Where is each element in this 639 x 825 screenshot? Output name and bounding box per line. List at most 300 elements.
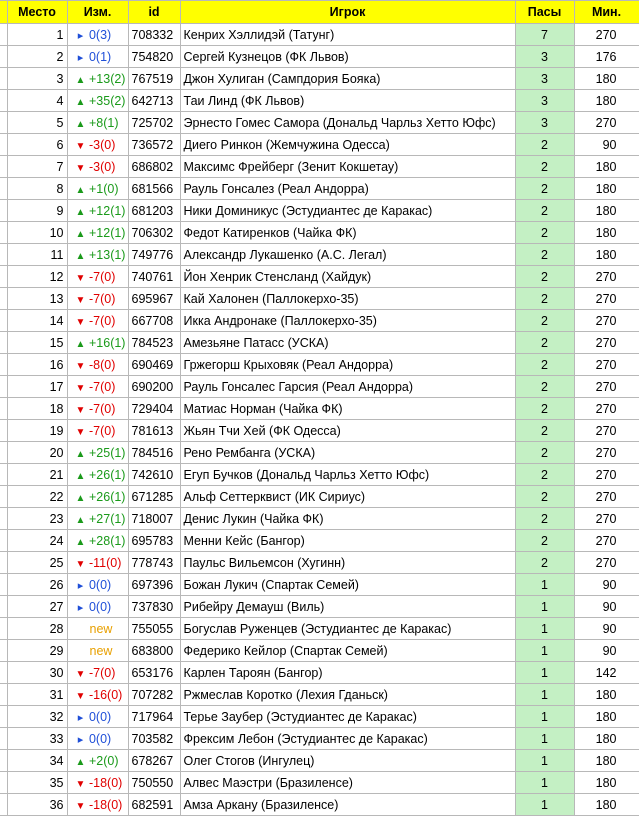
change-value: new — [89, 643, 113, 658]
cell-passes[interactable]: 7 — [515, 24, 574, 46]
cell-place[interactable]: 15 — [7, 332, 67, 354]
arrow-right-icon: ▸ — [77, 51, 84, 64]
cell-mins[interactable]: 270 — [574, 354, 639, 376]
cell-place[interactable]: 25 — [7, 552, 67, 574]
cell-passes[interactable]: 2 — [515, 508, 574, 530]
triangle-up-icon: ▲ — [75, 96, 86, 108]
cell-id[interactable]: 707282 — [128, 684, 180, 706]
table-row — [0, 178, 639, 200]
triangle-down-icon: ▼ — [75, 778, 86, 790]
cell-player[interactable]: Рауль Гонсалез (Реал Андорра) — [180, 178, 515, 200]
cell-place[interactable]: 13 — [7, 288, 67, 310]
cell-place[interactable]: 32 — [7, 706, 67, 728]
cell-place[interactable]: 19 — [7, 420, 67, 442]
cell-change[interactable] — [67, 200, 128, 222]
cell-player[interactable]: Ники Доминикус (Эстудиантес де Каракас) — [180, 200, 515, 222]
cell-change[interactable] — [67, 178, 128, 200]
cell-id[interactable]: 706302 — [128, 222, 180, 244]
cell-player[interactable]: Менни Кейс (Бангор) — [180, 530, 515, 552]
change-value: -18(0) — [88, 775, 123, 790]
triangle-up-icon: ▲ — [75, 206, 86, 218]
cell-player[interactable]: Богуслав Руженцев (Эстудиантес де Каракас) — [180, 618, 515, 640]
cell-player[interactable]: Диего Ринкон (Жемчужина Одесса) — [180, 134, 515, 156]
cell-place[interactable]: 8 — [7, 178, 67, 200]
cell-change[interactable] — [67, 442, 128, 464]
triangle-up-icon: ▲ — [75, 448, 86, 460]
triangle-up-icon: ▲ — [75, 250, 86, 262]
triangle-up-icon: ▲ — [75, 184, 86, 196]
cell-place[interactable]: 28 — [7, 618, 67, 640]
change-value: +25(1) — [88, 445, 126, 460]
row-strip — [0, 706, 7, 728]
cell-change[interactable] — [67, 794, 128, 816]
change-value: 0(1) — [88, 49, 112, 64]
cell-id[interactable]: 755055 — [128, 618, 180, 640]
cell-player[interactable]: Таи Линд (ФК Львов) — [180, 90, 515, 112]
cell-id[interactable]: 737830 — [128, 596, 180, 618]
cell-player[interactable]: Рено Рембанга (УСКА) — [180, 442, 515, 464]
cell-mins[interactable]: 180 — [574, 772, 639, 794]
cell-passes[interactable]: 3 — [515, 68, 574, 90]
cell-mins[interactable]: 180 — [574, 244, 639, 266]
cell-player[interactable]: Божан Лукич (Спартак Семей) — [180, 574, 515, 596]
cell-player[interactable]: Рауль Гонсалес Гарсия (Реал Андорра) — [180, 376, 515, 398]
cell-place[interactable]: 24 — [7, 530, 67, 552]
cell-passes[interactable]: 2 — [515, 266, 574, 288]
cell-mins[interactable]: 270 — [574, 464, 639, 486]
cell-id[interactable]: 784516 — [128, 442, 180, 464]
cell-change[interactable] — [67, 288, 128, 310]
cell-change[interactable] — [67, 244, 128, 266]
cell-mins[interactable]: 176 — [574, 46, 639, 68]
cell-passes[interactable]: 1 — [515, 750, 574, 772]
cell-place[interactable]: 9 — [7, 200, 67, 222]
cell-mins[interactable]: 180 — [574, 728, 639, 750]
cell-player[interactable]: Йон Хенрик Стенсланд (Хайдук) — [180, 266, 515, 288]
cell-change[interactable] — [67, 398, 128, 420]
col-header-place[interactable]: Место — [7, 1, 67, 24]
cell-passes[interactable]: 1 — [515, 728, 574, 750]
col-header-id[interactable]: id — [128, 1, 180, 24]
cell-passes[interactable]: 2 — [515, 486, 574, 508]
change-value: -7(0) — [88, 269, 116, 284]
table-row — [0, 222, 639, 244]
table-row — [0, 640, 639, 662]
cell-change[interactable] — [67, 706, 128, 728]
cell-player[interactable]: Александр Лукашенко (А.С. Легал) — [180, 244, 515, 266]
cell-mins[interactable]: 90 — [574, 134, 639, 156]
cell-id[interactable]: 682591 — [128, 794, 180, 816]
cell-place[interactable]: 5 — [7, 112, 67, 134]
row-header-strip — [0, 1, 7, 24]
cell-change[interactable] — [67, 662, 128, 684]
cell-player[interactable]: Рибейру Демауш (Виль) — [180, 596, 515, 618]
cell-passes[interactable]: 3 — [515, 90, 574, 112]
cell-place[interactable]: 16 — [7, 354, 67, 376]
cell-passes[interactable]: 2 — [515, 376, 574, 398]
table-row — [0, 706, 639, 728]
cell-id[interactable]: 750550 — [128, 772, 180, 794]
cell-player[interactable]: Терье Заубер (Эстудиантес де Каракас) — [180, 706, 515, 728]
cell-place[interactable]: 29 — [7, 640, 67, 662]
change-value: +27(1) — [88, 511, 126, 526]
cell-passes[interactable]: 2 — [515, 530, 574, 552]
cell-passes[interactable]: 2 — [515, 156, 574, 178]
cell-player[interactable]: Максимс Фрейберг (Зенит Кокшетау) — [180, 156, 515, 178]
cell-id[interactable]: 717964 — [128, 706, 180, 728]
cell-player[interactable]: Ржмеслав Коротко (Лехия Гданьск) — [180, 684, 515, 706]
triangle-down-icon: ▼ — [75, 316, 86, 328]
table-row — [0, 486, 639, 508]
table-row — [0, 200, 639, 222]
cell-player[interactable]: Фрексим Лебон (Эстудиантес де Каракас) — [180, 728, 515, 750]
table-row — [0, 266, 639, 288]
cell-change[interactable] — [67, 728, 128, 750]
cell-mins[interactable]: 270 — [574, 376, 639, 398]
row-strip — [0, 24, 7, 46]
table-row — [0, 508, 639, 530]
cell-player[interactable]: Паульс Вильемсон (Хугинн) — [180, 552, 515, 574]
change-value: -3(0) — [88, 159, 116, 174]
change-value: +13(1) — [88, 247, 126, 262]
cell-passes[interactable]: 2 — [515, 332, 574, 354]
cell-mins[interactable]: 180 — [574, 68, 639, 90]
cell-place[interactable]: 31 — [7, 684, 67, 706]
row-strip — [0, 486, 7, 508]
cell-passes[interactable]: 2 — [515, 398, 574, 420]
cell-id[interactable]: 695783 — [128, 530, 180, 552]
cell-id[interactable]: 736572 — [128, 134, 180, 156]
cell-passes[interactable]: 1 — [515, 574, 574, 596]
cell-id[interactable]: 667708 — [128, 310, 180, 332]
triangle-down-icon: ▼ — [75, 140, 86, 152]
cell-player[interactable]: Федот Катиренков (Чайка ФК) — [180, 222, 515, 244]
cell-mins[interactable]: 270 — [574, 508, 639, 530]
cell-player[interactable]: Федерико Кейлор (Спартак Семей) — [180, 640, 515, 662]
cell-id[interactable]: 749776 — [128, 244, 180, 266]
cell-place[interactable]: 10 — [7, 222, 67, 244]
cell-id[interactable]: 697396 — [128, 574, 180, 596]
cell-passes[interactable]: 2 — [515, 552, 574, 574]
cell-id[interactable]: 703582 — [128, 728, 180, 750]
cell-mins[interactable]: 270 — [574, 552, 639, 574]
cell-place[interactable]: 33 — [7, 728, 67, 750]
cell-change[interactable] — [67, 24, 128, 46]
cell-id[interactable]: 681203 — [128, 200, 180, 222]
cell-change[interactable] — [67, 420, 128, 442]
row-strip — [0, 552, 7, 574]
cell-change[interactable] — [67, 464, 128, 486]
cell-change[interactable] — [67, 618, 128, 640]
cell-passes[interactable]: 2 — [515, 288, 574, 310]
change-value: +12(1) — [88, 225, 126, 240]
cell-place[interactable]: 34 — [7, 750, 67, 772]
cell-id[interactable]: 695967 — [128, 288, 180, 310]
change-value: -7(0) — [88, 423, 116, 438]
triangle-down-icon: ▼ — [75, 558, 86, 570]
row-strip — [0, 156, 7, 178]
cell-id[interactable]: 767519 — [128, 68, 180, 90]
cell-mins[interactable]: 180 — [574, 684, 639, 706]
cell-place[interactable]: 1 — [7, 24, 67, 46]
cell-passes[interactable]: 1 — [515, 684, 574, 706]
triangle-up-icon: ▲ — [75, 756, 86, 768]
cell-player[interactable]: Кай Халонен (Паллокерхо-35) — [180, 288, 515, 310]
cell-passes[interactable]: 1 — [515, 596, 574, 618]
change-value: +2(0) — [88, 753, 119, 768]
table-row — [0, 376, 639, 398]
cell-change[interactable] — [67, 530, 128, 552]
cell-passes[interactable]: 1 — [515, 662, 574, 684]
cell-change[interactable] — [67, 750, 128, 772]
cell-place[interactable]: 12 — [7, 266, 67, 288]
cell-id[interactable]: 681566 — [128, 178, 180, 200]
cell-place[interactable]: 4 — [7, 90, 67, 112]
cell-change[interactable] — [67, 332, 128, 354]
cell-passes[interactable]: 2 — [515, 354, 574, 376]
cell-id[interactable]: 781613 — [128, 420, 180, 442]
cell-place[interactable]: 27 — [7, 596, 67, 618]
cell-place[interactable]: 35 — [7, 772, 67, 794]
cell-mins[interactable]: 180 — [574, 222, 639, 244]
cell-mins[interactable]: 180 — [574, 90, 639, 112]
table-row — [0, 662, 639, 684]
cell-change[interactable] — [67, 640, 128, 662]
change-value: 0(0) — [88, 731, 112, 746]
cell-id[interactable]: 708332 — [128, 24, 180, 46]
col-header-change[interactable]: Изм. — [67, 1, 128, 24]
cell-passes[interactable]: 1 — [515, 772, 574, 794]
cell-player[interactable]: Амза Аркану (Бразиленсе) — [180, 794, 515, 816]
row-strip — [0, 596, 7, 618]
cell-change[interactable] — [67, 772, 128, 794]
cell-passes[interactable]: 1 — [515, 794, 574, 816]
cell-passes[interactable]: 2 — [515, 200, 574, 222]
cell-place[interactable]: 36 — [7, 794, 67, 816]
triangle-down-icon: ▼ — [75, 426, 86, 438]
cell-player[interactable]: Жьян Тчи Хей (ФК Одесса) — [180, 420, 515, 442]
cell-mins[interactable]: 180 — [574, 706, 639, 728]
cell-place[interactable]: 22 — [7, 486, 67, 508]
cell-place[interactable]: 30 — [7, 662, 67, 684]
cell-passes[interactable]: 2 — [515, 134, 574, 156]
cell-change[interactable] — [67, 354, 128, 376]
cell-mins[interactable]: 180 — [574, 794, 639, 816]
cell-change[interactable] — [67, 684, 128, 706]
triangle-down-icon: ▼ — [75, 800, 86, 812]
table-row — [0, 24, 639, 46]
cell-change[interactable] — [67, 46, 128, 68]
cell-place[interactable]: 18 — [7, 398, 67, 420]
change-value: +12(1) — [88, 203, 126, 218]
cell-mins[interactable]: 180 — [574, 200, 639, 222]
cell-passes[interactable]: 2 — [515, 442, 574, 464]
table-row — [0, 618, 639, 640]
cell-passes[interactable]: 2 — [515, 420, 574, 442]
cell-id[interactable]: 742610 — [128, 464, 180, 486]
change-value: 0(3) — [88, 27, 112, 42]
table-row — [0, 530, 639, 552]
cell-id[interactable]: 683800 — [128, 640, 180, 662]
cell-id[interactable]: 718007 — [128, 508, 180, 530]
cell-mins[interactable]: 270 — [574, 486, 639, 508]
cell-passes[interactable]: 3 — [515, 46, 574, 68]
cell-player[interactable]: Егуп Бучков (Дональд Чарльз Хетто Юфс) — [180, 464, 515, 486]
cell-passes[interactable]: 2 — [515, 222, 574, 244]
cell-id[interactable]: 671285 — [128, 486, 180, 508]
cell-place[interactable]: 14 — [7, 310, 67, 332]
col-header-player[interactable]: Игрок — [180, 1, 515, 24]
cell-id[interactable]: 642713 — [128, 90, 180, 112]
cell-id[interactable]: 678267 — [128, 750, 180, 772]
cell-mins[interactable]: 270 — [574, 332, 639, 354]
cell-change[interactable] — [67, 376, 128, 398]
cell-player[interactable]: Олег Стогов (Ингулец) — [180, 750, 515, 772]
change-value: 0(0) — [88, 599, 112, 614]
cell-player[interactable]: Карлен Тароян (Бангор) — [180, 662, 515, 684]
cell-mins[interactable]: 270 — [574, 112, 639, 134]
triangle-down-icon: ▼ — [75, 294, 86, 306]
row-strip — [0, 464, 7, 486]
cell-player[interactable]: Алвес Маэстри (Бразиленсе) — [180, 772, 515, 794]
cell-passes[interactable]: 2 — [515, 244, 574, 266]
cell-place[interactable]: 26 — [7, 574, 67, 596]
cell-id[interactable]: 784523 — [128, 332, 180, 354]
cell-mins[interactable]: 90 — [574, 618, 639, 640]
change-value: +35(2) — [88, 93, 126, 108]
cell-id[interactable]: 653176 — [128, 662, 180, 684]
cell-change[interactable] — [67, 596, 128, 618]
cell-mins[interactable]: 90 — [574, 596, 639, 618]
change-value: new — [89, 621, 113, 636]
cell-id[interactable]: 725702 — [128, 112, 180, 134]
triangle-down-icon: ▼ — [75, 404, 86, 416]
row-strip — [0, 442, 7, 464]
change-value: -16(0) — [88, 687, 123, 702]
cell-id[interactable]: 740761 — [128, 266, 180, 288]
cell-change[interactable] — [67, 222, 128, 244]
col-header-mins[interactable]: Мин. — [574, 1, 639, 24]
cell-place[interactable]: 17 — [7, 376, 67, 398]
change-value: +8(1) — [88, 115, 119, 130]
change-value: +1(0) — [88, 181, 119, 196]
cell-place[interactable]: 20 — [7, 442, 67, 464]
cell-place[interactable]: 3 — [7, 68, 67, 90]
table-row — [0, 574, 639, 596]
cell-place[interactable]: 21 — [7, 464, 67, 486]
cell-player[interactable]: Альф Сеттерквист (ИК Сириус) — [180, 486, 515, 508]
change-value: -18(0) — [88, 797, 123, 812]
cell-id[interactable]: 690200 — [128, 376, 180, 398]
cell-passes[interactable]: 2 — [515, 464, 574, 486]
row-strip — [0, 68, 7, 90]
table-row — [0, 46, 639, 68]
row-strip — [0, 640, 7, 662]
cell-change[interactable] — [67, 508, 128, 530]
row-strip — [0, 684, 7, 706]
cell-mins[interactable]: 270 — [574, 530, 639, 552]
cell-player[interactable]: Матиас Норман (Чайка ФК) — [180, 398, 515, 420]
cell-change[interactable] — [67, 552, 128, 574]
triangle-up-icon: ▲ — [75, 228, 86, 240]
cell-mins[interactable]: 180 — [574, 750, 639, 772]
cell-id[interactable]: 778743 — [128, 552, 180, 574]
cell-id[interactable]: 729404 — [128, 398, 180, 420]
triangle-up-icon: ▲ — [75, 536, 86, 548]
cell-passes[interactable]: 2 — [515, 178, 574, 200]
cell-player[interactable]: Денис Лукин (Чайка ФК) — [180, 508, 515, 530]
cell-mins[interactable]: 142 — [574, 662, 639, 684]
cell-mins[interactable]: 90 — [574, 574, 639, 596]
cell-id[interactable]: 690469 — [128, 354, 180, 376]
triangle-down-icon: ▼ — [75, 382, 86, 394]
cell-mins[interactable]: 180 — [574, 156, 639, 178]
triangle-down-icon: ▼ — [75, 360, 86, 372]
cell-place[interactable]: 23 — [7, 508, 67, 530]
cell-player[interactable]: Сергей Кузнецов (ФК Львов) — [180, 46, 515, 68]
cell-place[interactable]: 2 — [7, 46, 67, 68]
cell-mins[interactable]: 180 — [574, 178, 639, 200]
cell-passes[interactable]: 1 — [515, 640, 574, 662]
cell-change[interactable] — [67, 156, 128, 178]
cell-mins[interactable]: 270 — [574, 266, 639, 288]
row-strip — [0, 266, 7, 288]
col-header-passes[interactable]: Пасы — [515, 1, 574, 24]
cell-mins[interactable]: 270 — [574, 24, 639, 46]
cell-mins[interactable]: 270 — [574, 442, 639, 464]
cell-change[interactable] — [67, 134, 128, 156]
table-row — [0, 794, 639, 816]
cell-passes[interactable]: 3 — [515, 112, 574, 134]
row-strip — [0, 134, 7, 156]
triangle-down-icon: ▼ — [75, 162, 86, 174]
change-value: -8(0) — [88, 357, 116, 372]
cell-passes[interactable]: 1 — [515, 618, 574, 640]
cell-place[interactable]: 7 — [7, 156, 67, 178]
cell-change[interactable] — [67, 90, 128, 112]
change-value: -7(0) — [88, 665, 116, 680]
cell-change[interactable] — [67, 112, 128, 134]
cell-change[interactable] — [67, 486, 128, 508]
cell-player[interactable]: Джон Хулиган (Сампдория Бояка) — [180, 68, 515, 90]
cell-change[interactable] — [67, 574, 128, 596]
cell-mins[interactable]: 270 — [574, 310, 639, 332]
triangle-up-icon: ▲ — [75, 492, 86, 504]
cell-mins[interactable]: 270 — [574, 398, 639, 420]
cell-passes[interactable]: 1 — [515, 706, 574, 728]
cell-player[interactable]: Икка Андронаке (Паллокерхо-35) — [180, 310, 515, 332]
table-row — [0, 90, 639, 112]
cell-place[interactable]: 11 — [7, 244, 67, 266]
table-row — [0, 112, 639, 134]
cell-change[interactable] — [67, 68, 128, 90]
cell-change[interactable] — [67, 310, 128, 332]
cell-mins[interactable]: 270 — [574, 288, 639, 310]
cell-player[interactable]: Эрнесто Гомес Самора (Дональд Чарльз Хетто Юфс) — [180, 112, 515, 134]
cell-passes[interactable]: 2 — [515, 310, 574, 332]
table-row — [0, 354, 639, 376]
cell-player[interactable]: Амезьяне Патасс (УСКА) — [180, 332, 515, 354]
cell-player[interactable]: Кенрих Хэллидэй (Татунг) — [180, 24, 515, 46]
cell-place[interactable]: 6 — [7, 134, 67, 156]
cell-id[interactable]: 686802 — [128, 156, 180, 178]
cell-change[interactable] — [67, 266, 128, 288]
table-body — [0, 24, 639, 816]
cell-mins[interactable]: 270 — [574, 420, 639, 442]
cell-mins[interactable]: 90 — [574, 640, 639, 662]
cell-player[interactable]: Гржегорш Крыховяк (Реал Андорра) — [180, 354, 515, 376]
cell-id[interactable]: 754820 — [128, 46, 180, 68]
